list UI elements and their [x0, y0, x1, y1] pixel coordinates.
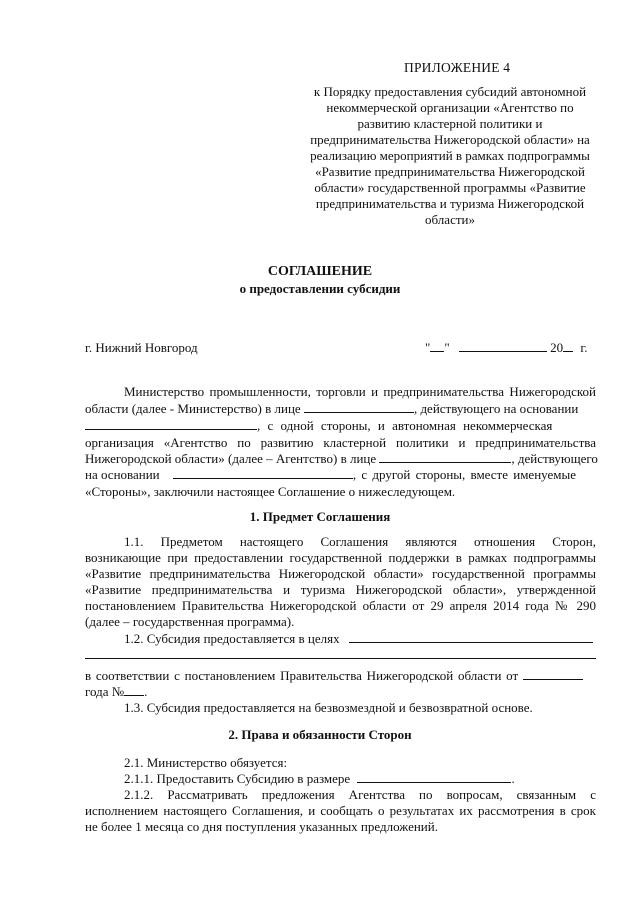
paragraph-line: не более 1 месяца со дня поступления указанных предложений.: [85, 819, 438, 834]
appendix-title: ПРИЛОЖЕНИЕ 4: [404, 60, 511, 75]
appendix-line: к Порядку предоставления субсидий автономной: [313, 84, 587, 99]
preamble-text: , действующего: [511, 451, 598, 466]
decree-date-blank: [523, 668, 583, 680]
paragraph-text: 2.1.1. Предоставить Субсидию в размере: [124, 771, 351, 786]
date-month-blank: [459, 340, 547, 352]
date-quote-open: ": [425, 340, 431, 355]
appendix-line: «Развитие предпринимательства Нижегородской: [315, 164, 585, 179]
city-label: г. Нижний Новгород: [85, 340, 198, 355]
paragraph-line: 2.1.2. Рассматривать предложения Агентства по вопросам, связанным с: [124, 787, 596, 802]
date-field: [425, 340, 588, 356]
paragraph-line: 1.1. Предметом настоящего Соглашения являются отношения Сторон,: [124, 534, 596, 549]
paragraph-line: года № .: [85, 684, 148, 699]
preamble-line: Министерство промышленности, торговли и предпринимательства Нижегородской: [124, 384, 596, 399]
paragraph-line: «Развитие предпринимательства и туризма Нижегородской области», утвержденной: [85, 582, 596, 597]
agency-official-blank: [379, 451, 511, 463]
preamble-text: области (далее - Министерство) в лице: [85, 401, 301, 416]
agreement-subtitle: о предоставлении субсидии: [239, 281, 401, 296]
appendix-line: реализацию мероприятий в рамках подпрограммы: [310, 148, 590, 163]
section-heading: 2. Права и обязанности Сторон: [228, 727, 412, 742]
preamble-line: [85, 401, 578, 417]
date-year-prefix: 20: [550, 340, 564, 355]
basis-blank: [85, 418, 257, 430]
date-year-suffix: г.: [580, 340, 588, 355]
subsidy-amount-blank: [357, 771, 511, 783]
preamble-line: [85, 467, 576, 483]
preamble-line: «Стороны», заключили настоящее Соглашение о нижеследующем.: [85, 484, 456, 499]
preamble-text: , с другой стороны, вместе именуемые: [352, 467, 576, 482]
paragraph-text: 1.2. Субсидия предоставляется в целях: [124, 631, 340, 646]
appendix-line: развитию кластерной политики и: [357, 116, 543, 131]
preamble-line: [85, 418, 596, 434]
paragraph-text: года №: [85, 684, 125, 699]
section-heading: 1. Предмет Соглашения: [249, 509, 391, 524]
appendix-line: предпринимательства и туризма Нижегородской: [315, 196, 585, 211]
preamble-text: , с одной стороны, и автономная некоммерческая: [257, 418, 553, 433]
appendix-line: области» государственной программы «Развитие: [314, 180, 586, 195]
paragraph-line: [85, 668, 596, 684]
purpose-blank: [349, 631, 593, 643]
paragraph-line: 2.1.1. Предоставить Субсидию в размере .: [124, 771, 515, 786]
official-name-blank: [304, 401, 414, 413]
purpose-continuation-line: [85, 658, 596, 659]
paragraph-line: (далее – государственная программа).: [85, 614, 295, 629]
preamble-text: , действующего на основании: [413, 401, 579, 416]
agency-basis-blank: [173, 467, 353, 479]
preamble-text: на основании: [85, 467, 160, 482]
paragraph-text: в соответствии с постановлением Правительства Нижегородской области от: [85, 668, 519, 683]
paragraph-line: постановлением Правительства Нижегородской области от 29 апреля 2014 года № 290: [85, 598, 596, 613]
paragraph-line: 1.3. Субсидия предоставляется на безвозмездной и безвозвратной основе.: [124, 700, 533, 715]
appendix-line: области»: [425, 212, 475, 227]
paragraph-line: исполнением настоящего Соглашения, и сообщать о результатах их рассмотрения в срок: [85, 803, 596, 818]
paragraph-line: «Развитие предпринимательства Нижегородской области» государственной программы: [85, 566, 596, 581]
paragraph-line: [124, 631, 593, 647]
appendix-line: некоммерческой организации «Агентство по: [326, 100, 574, 115]
preamble-line: [85, 451, 598, 467]
date-quote-close: ": [444, 340, 450, 355]
date-day-blank: [430, 340, 444, 352]
paragraph-line: 2.1. Министерство обязуется:: [124, 755, 288, 770]
date-year-blank: [563, 340, 573, 352]
paragraph-line: возникающие при предоставлении государственной поддержки в рамках подпрограммы: [85, 550, 596, 565]
decree-number-blank: [124, 684, 144, 696]
agreement-title: СОГЛАШЕНИЕ: [267, 264, 373, 279]
preamble-line: организация «Агентство по развитию кластерной политики и предпринимательства: [85, 435, 596, 450]
preamble-text: Нижегородской области» (далее – Агентство) в лице: [85, 451, 377, 466]
appendix-line: предпринимательства Нижегородской области» на: [310, 132, 590, 147]
